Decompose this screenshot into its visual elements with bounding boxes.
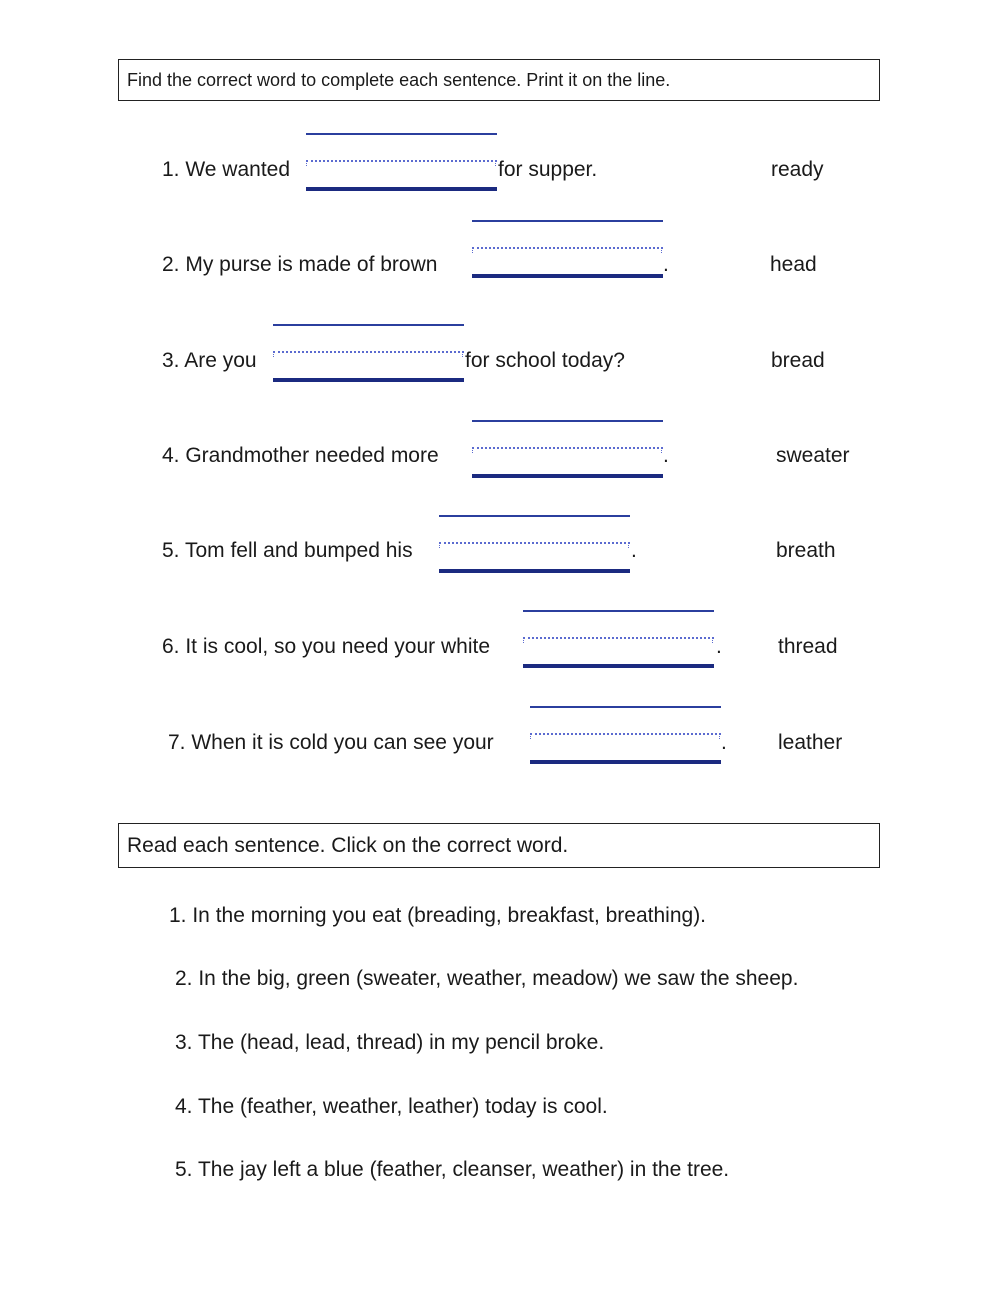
choice-3-prefix: 3. The ( [175,1031,247,1054]
sentence-5-after: . [631,539,637,562]
sentence-1-after: for supper. [498,158,598,181]
word-bank-item-5: breath [776,539,836,562]
answer-blank-1[interactable] [306,133,497,191]
sentence-7-after: . [721,731,727,754]
choice-3-option-3[interactable]: thread [356,1031,417,1054]
answer-blank-3[interactable] [273,324,464,382]
answer-blank-4[interactable] [472,420,663,478]
word-bank-item-3: bread [771,349,825,372]
choice-4-option-1[interactable]: feather [246,1095,312,1118]
choice-5-option-2[interactable]: cleanser [452,1158,531,1181]
choice-sentence-4: 4. The (feather, weather, leather) today is cool. [175,1095,608,1118]
choice-1-option-1[interactable]: breading [414,904,496,927]
choice-1-suffix: ). [693,904,707,927]
sentence-7-before: 7. When it is cold you can see your [168,731,494,754]
choice-2-option-1[interactable]: sweater [362,967,436,990]
word-bank-item-6: thread [778,635,838,658]
instruction-text-2: Read each sentence. Click on the correct word. [127,833,569,857]
choice-5-option-1[interactable]: feather [376,1158,441,1181]
choice-sentence-5: 5. The jay left a blue (feather, cleanser, weather) in the tree. [175,1158,730,1181]
choice-3-option-1[interactable]: head [246,1031,294,1054]
sentence-5-before: 5. Tom fell and bumped his [162,539,413,562]
choice-2-option-3[interactable]: meadow [532,967,612,990]
choice-5-suffix: ) in the tree. [617,1158,730,1181]
choice-sentence-1: 1. In the morning you eat (breading, breakfast, breathing). [169,904,707,927]
word-bank-item-2: head [770,253,817,276]
choice-5-option-3[interactable]: weather [542,1158,618,1181]
choice-4-suffix: ) today is cool. [472,1095,608,1118]
choice-2-prefix: 2. In the big, green ( [175,967,363,990]
instruction-text-1: Find the correct word to complete each sentence. Print it on the line. [127,69,671,90]
choice-2-option-2[interactable]: weather [447,967,521,990]
choice-sentence-3: 3. The (head, lead, thread) in my pencil broke. [175,1031,605,1054]
word-bank-item-1: ready [771,158,824,181]
choice-4-option-3[interactable]: leather [408,1095,473,1118]
instruction-box-2 [118,823,880,868]
sentence-4-before: 4. Grandmother needed more [162,444,439,467]
answer-blank-7[interactable] [530,706,721,764]
choice-3-option-2[interactable]: lead [305,1031,346,1054]
answer-blank-6[interactable] [523,610,714,668]
word-bank-item-4: sweater [776,444,850,467]
sentence-6-before: 6. It is cool, so you need your white [162,635,491,658]
sentence-3-after: for school today? [465,349,625,372]
choice-1-option-3[interactable]: breathing [605,904,694,927]
sentence-2-before: 2. My purse is made of brown [162,253,438,276]
word-bank-item-7: leather [778,731,843,754]
answer-blank-5[interactable] [439,515,630,573]
choice-3-suffix: ) in my pencil broke. [416,1031,605,1054]
instruction-box-1 [118,59,880,101]
sentence-4-after: . [663,444,669,467]
choice-sentence-2: 2. In the big, green (sweater, weather, meadow) we saw the sheep. [175,967,799,990]
sentence-2-after: . [663,253,669,276]
choice-4-option-2[interactable]: weather [322,1095,397,1118]
answer-blank-2[interactable] [472,220,663,278]
choice-5-prefix: 5. The jay left a blue ( [175,1158,377,1181]
sentence-3-before: 3. Are you [162,349,257,372]
choice-4-prefix: 4. The ( [175,1095,247,1118]
sentence-1-before: 1. We wanted [162,158,291,181]
choice-1-option-2[interactable]: breakfast [507,904,594,927]
sentence-6-after: . [716,635,722,658]
choice-2-suffix: ) we saw the sheep. [611,967,799,990]
choice-1-prefix: 1. In the morning you eat ( [169,904,415,927]
